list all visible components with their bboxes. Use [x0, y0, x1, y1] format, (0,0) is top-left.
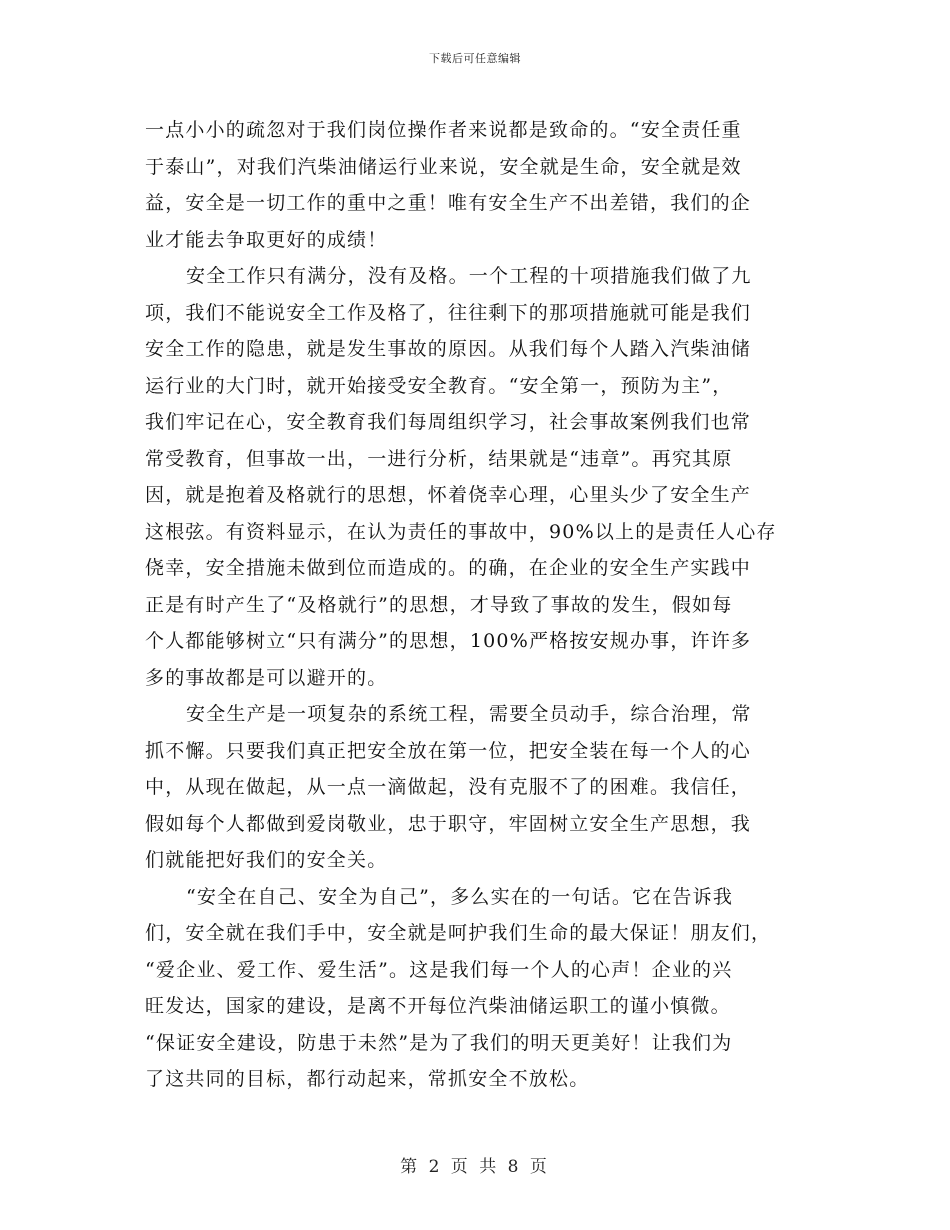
- text-line: 个人都能够树立“只有满分”的思想，100%严格按安规办事，许许多: [145, 630, 752, 652]
- text-line: 侥幸，安全措施未做到位而造成的。的确，在企业的安全生产实践中: [145, 557, 752, 579]
- text-line: 业才能去争取更好的成绩！: [145, 228, 388, 251]
- text-line: 这根弦。有资料显示，在认为责任的事故中，90%以上的是责任人心存: [145, 520, 777, 543]
- text-line: 正是有时产生了“及格就行”的思想，才导致了事故的发生，假如每: [145, 593, 733, 616]
- text-line: 常受教育，但事故一出，一进行分析，结果就是“违章”。再究其原: [145, 447, 733, 470]
- paragraph-first-line: 安全工作只有满分，没有及格。一个工程的十项措施我们做了九: [186, 265, 752, 287]
- text-line: 我们牢记在心，安全教育我们每周组织学习，社会事故案例我们也常: [145, 411, 752, 433]
- page-number-footer: 第 2 页 共 8 页: [400, 1157, 550, 1177]
- text-line: 因，就是抱着及格就行的思想，怀着侥幸心理，心里头少了安全生产: [145, 484, 752, 506]
- text-line: 多的事故都是可以避开的。: [145, 666, 388, 689]
- text-line: 于泰山”，对我们汽柴油储运行业来说，安全就是生命，安全就是效: [145, 155, 742, 178]
- text-line: 抓不懈。只要我们真正把安全放在第一位，把安全装在每一个人的心: [145, 739, 752, 762]
- text-line: “保证安全建设，防患于未然”是为了我们的明天更美好！让我们为: [145, 1031, 733, 1054]
- text-line: 了这共同的目标，都行动起来，常抓安全不放松。: [145, 1068, 590, 1090]
- text-line: 旺发达，国家的建设，是离不开每位汽柴油储运职工的谨小慎微。: [145, 995, 731, 1017]
- text-line: 安全工作的隐患，就是发生事故的原因。从我们每个人踏入汽柴油储: [145, 338, 752, 360]
- text-line: 一点小小的疏忽对于我们岗位操作者来说都是致命的。“安全责任重: [145, 119, 742, 141]
- text-line: “爱企业、爱工作、爱生活”。这是我们每一个人的心声！企业的兴: [145, 958, 733, 981]
- text-line: 中，从现在做起，从一点一滴做起，没有克服不了的困难。我信任，: [145, 776, 752, 798]
- text-line: 运行业的大门时，就开始接受安全教育。“安全第一，预防为主”，: [145, 374, 733, 397]
- text-line: 们就能把好我们的安全关。: [145, 849, 388, 871]
- paragraph-first-line: 安全生产是一项复杂的系统工程，需要全员动手，综合治理，常: [186, 703, 752, 725]
- text-line: 项，我们不能说安全工作及格了，往往剩下的那项措施就可能是我们: [145, 301, 752, 324]
- text-line: 们，安全就在我们手中，安全就是呵护我们生命的最大保证！朋友们，: [145, 922, 772, 944]
- paragraph-first-line: “安全在自己、安全为自己”，多么实在的一句话。它在告诉我: [186, 885, 734, 908]
- document-body: [145, 112, 805, 1098]
- text-line: 假如每个人都做到爱岗敬业，忠于职守，牢固树立安全生产思想，我: [145, 812, 752, 835]
- page-header: 下载后可任意编辑: [429, 52, 521, 65]
- text-line: 益，安全是一切工作的重中之重！唯有安全生产不出差错，我们的企: [145, 192, 752, 214]
